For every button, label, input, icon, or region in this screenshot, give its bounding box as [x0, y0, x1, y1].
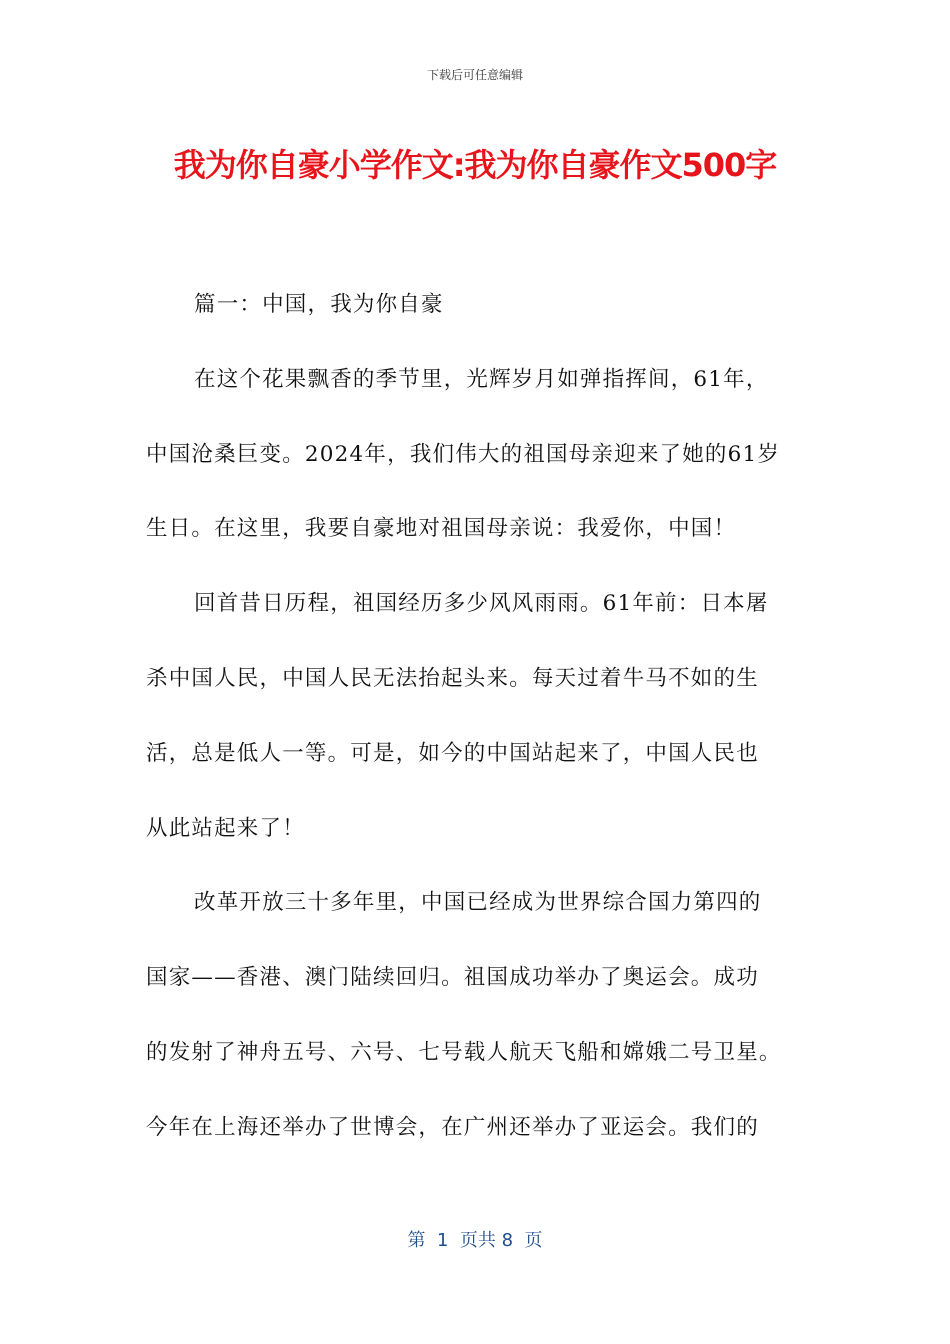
body-line: 今年在上海还举办了世博会，在广州还举办了亚运会。我们的	[146, 1114, 759, 1140]
page-number-footer: 第 1 页共 8 页	[407, 1230, 543, 1251]
body-line: 篇一：中国，我为你自豪	[194, 292, 444, 317]
body-line: 改革开放三十多年里，中国已经成为世界综合国力第四的	[194, 890, 762, 916]
body-line: 的发射了神舟五号、六号、七号载人航天飞船和嫦娥二号卫星。	[146, 1039, 782, 1065]
header-note: 下载后可任意编辑	[426, 68, 523, 82]
body-line: 在这个花果飘香的季节里，光辉岁月如弹指挥间，61年，	[194, 366, 769, 392]
page-title: 我为你自豪小学作文:我为你自豪作文500字	[173, 146, 777, 184]
document-body	[146, 268, 808, 1166]
body-line: 国家——香港、澳门陆续回归。祖国成功举办了奥运会。成功	[146, 965, 759, 991]
body-line: 回首昔日历程，祖国经历多少风风雨雨。61年前：日本屠	[194, 591, 769, 617]
body-line: 从此站起来了！	[146, 815, 305, 841]
body-line: 活，总是低人一等。可是，如今的中国站起来了，中国人民也	[146, 740, 759, 766]
body-line: 中国沧桑巨变。2024年，我们伟大的祖国母亲迎来了她的61岁	[146, 441, 781, 467]
body-line: 杀中国人民，中国人民无法抬起头来。每天过着牛马不如的生	[146, 665, 759, 691]
body-line: 生日。在这里，我要自豪地对祖国母亲说：我爱你，中国！	[146, 516, 737, 542]
